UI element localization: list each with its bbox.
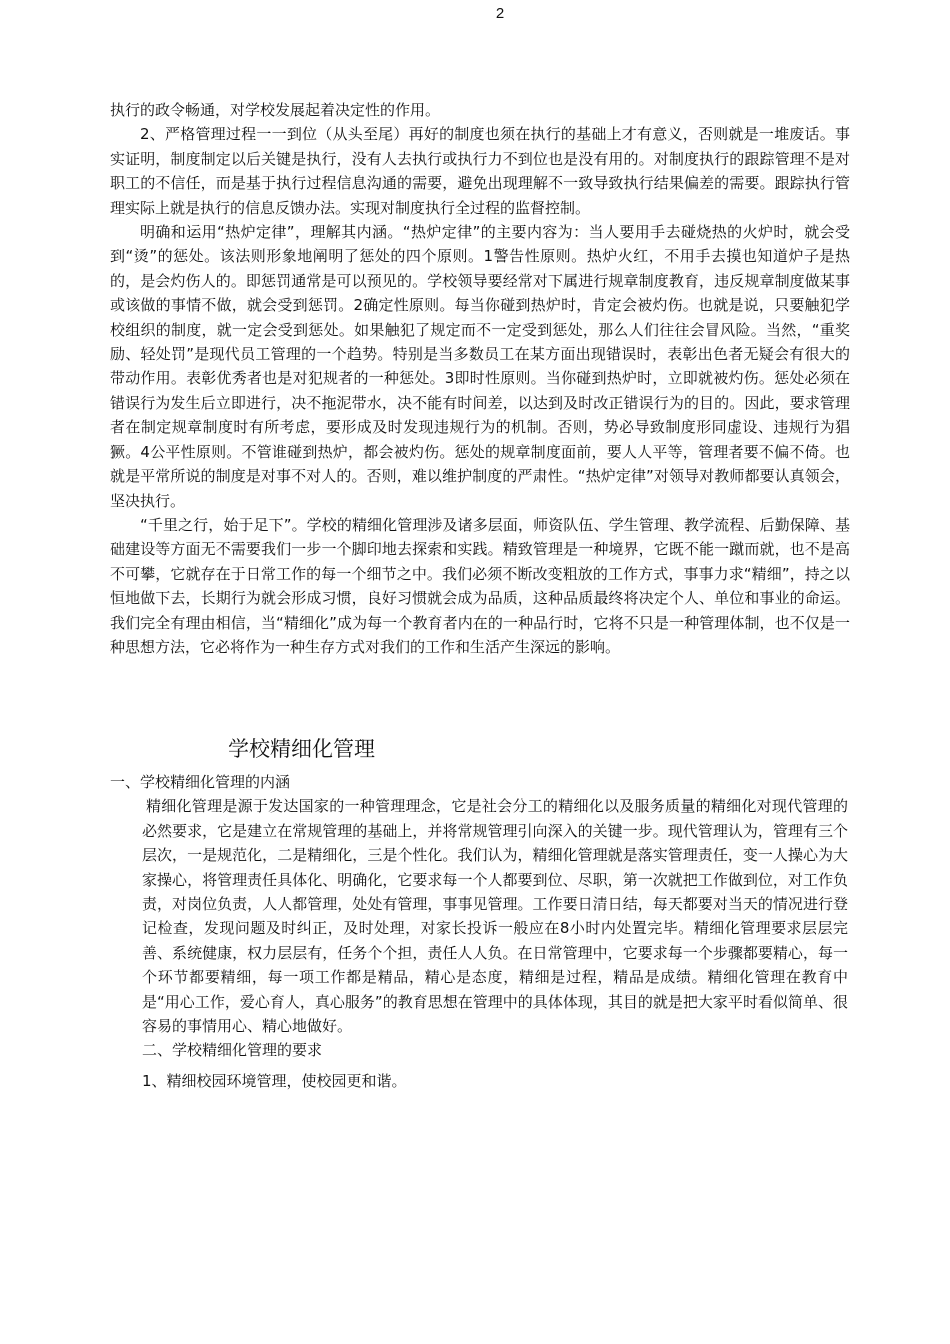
page-number: 2 (495, 5, 505, 22)
body-text-section (110, 98, 850, 659)
paragraph: 2、严格管理过程一一到位（从头至尾）再好的制度也须在执行的基础上才有意义，否则就是一堆废话。事实证明，制度制定以后关键是执行，没有人去执行或执行力不到位也是没有用的。对制度执行的跟踪管理不是对职工的不信任，而是基于执行过程信息沟通的需要，避免出现理解不一致导致执行结果偏差的需要。跟踪执行管理实际上就是执行的信息反馈办法。实现对制度执行全过程的监督控制。 (110, 125, 850, 217)
list-item: 1、精细校园环境管理，使校园更和谐。 (142, 1071, 407, 1090)
paragraph: 明确和运用“热炉定律”，理解其内涵。“热炉定律”的主要内容为：当人要用手去碰烧热的火炉时，就会受到“烫”的惩处。该法则形象地阐明了惩处的四个原则。1警告性原则。热炉火红，不用手去摸也知道炉子是热的，是会灼伤人的。即惩罚通常是可以预见的。学校领导要经常对下属进行规章制度教育，违反规章制度做某事或该做的事情不做，就会受到惩罚。2确定性原则。每当你碰到热炉时，肯定会被灼伤。也就是说，只要触犯学校组织的制度，就一定会受到惩处。如果触犯了规定而不一定受到惩处，那么人们往往会冒风险。当然，“重奖励、轻处罚”是现代员工管理的一个趋势。特别是当多数员工在某方面出现错误时，表彰出色者无疑会有很大的带动作用。表彰优秀者也是对犯规者的一种惩处。3即时性原则。当你碰到热炉时，立即就被灼伤。惩处必须在错误行为发生后立即进行，决不拖泥带水，决不能有时间差，以达到及时改正错误行为的目的。因此，要求管理者在制定规章制度时有所考虑，要形成及时发现违规行为的机制。否则，势必导致制度形同虚设、违规行为猖獗。4公平性原则。不管谁碰到热炉，都会被灼伤。惩处的规章制度面前，要人人平等，管理者要不偏不倚。也就是平常所说的制度是对事不对人的。否则，难以维护制度的严肃性。“热炉定律”对领导对教师都要认真领会，坚决执行。 (110, 223, 850, 510)
paragraph: 精细化管理是源于发达国家的一种管理理念，它是社会分工的精细化以及服务质量的精细化对现代管理的必然要求，它是建立在常规管理的基础上，并将常规管理引向深入的关键一步。现代管理认为，管理有三个层次，一是规范化，二是精细化，三是个性化。我们认为，精细化管理就是落实管理责任，变一人操心为大家操心，将管理责任具体化、明确化，它要求每一个人都要到位、尽职，第一次就把工作做到位，对工作负责，对岗位负责，人人都管理，处处有管理，事事见管理。工作要日清日结，每天都要对当天的情况进行登记检查，发现问题及时纠正，及时处理，对家长投诉一般应在8小时内处置完毕。精细化管理要求层层完善、系统健康，权力层层有，任务个个担，责任人人负。在日常管理中，它要求每一个步骤都要精心，每一个环节都要精细，每一项工作都是精品，精心是态度，精细是过程，精品是成绩。精细化管理在教育中是“用心工作，爱心育人，真心服务”的教育思想在管理中的具体体现，其目的就是把大家平时看似简单、很容易的事情用心、精心地做好。 (142, 797, 848, 1036)
sub-heading: 二、学校精细化管理的要求 (142, 1041, 323, 1060)
paragraph: 执行的政令畅通，对学校发展起着决定性的作用。 (110, 101, 441, 119)
indented-block (142, 794, 848, 1062)
management-section (110, 770, 850, 1093)
paragraph: “千里之行，始于足下”。学校的精细化管理涉及诸多层面，师资队伍、学生管理、教学流程、后勤保障、基础建设等方面无不需要我们一步一个脚印地去探索和实践。精致管理是一种境界，它既不能一蹴而就，也不是高不可攀，它就存在于日常工作的每一个细节之中。我们必须不断改变粗放的工作方式，事事力求“精细”，持之以恒地做下去，长期行为就会形成习惯，良好习惯就会成为品质，这种品质最终将决定个人、单位和事业的命运。我们完全有理由相信，当“精细化”成为每一个教育者内在的一种品行时，它将不只是一种管理体制，也不仅是一种思想方法，它必将作为一种生存方式对我们的工作和生活产生深远的影响。 (110, 515, 850, 656)
section-title: 学校精细化管理 (228, 737, 375, 761)
sub-heading: 一、学校精细化管理的内涵 (110, 773, 291, 791)
